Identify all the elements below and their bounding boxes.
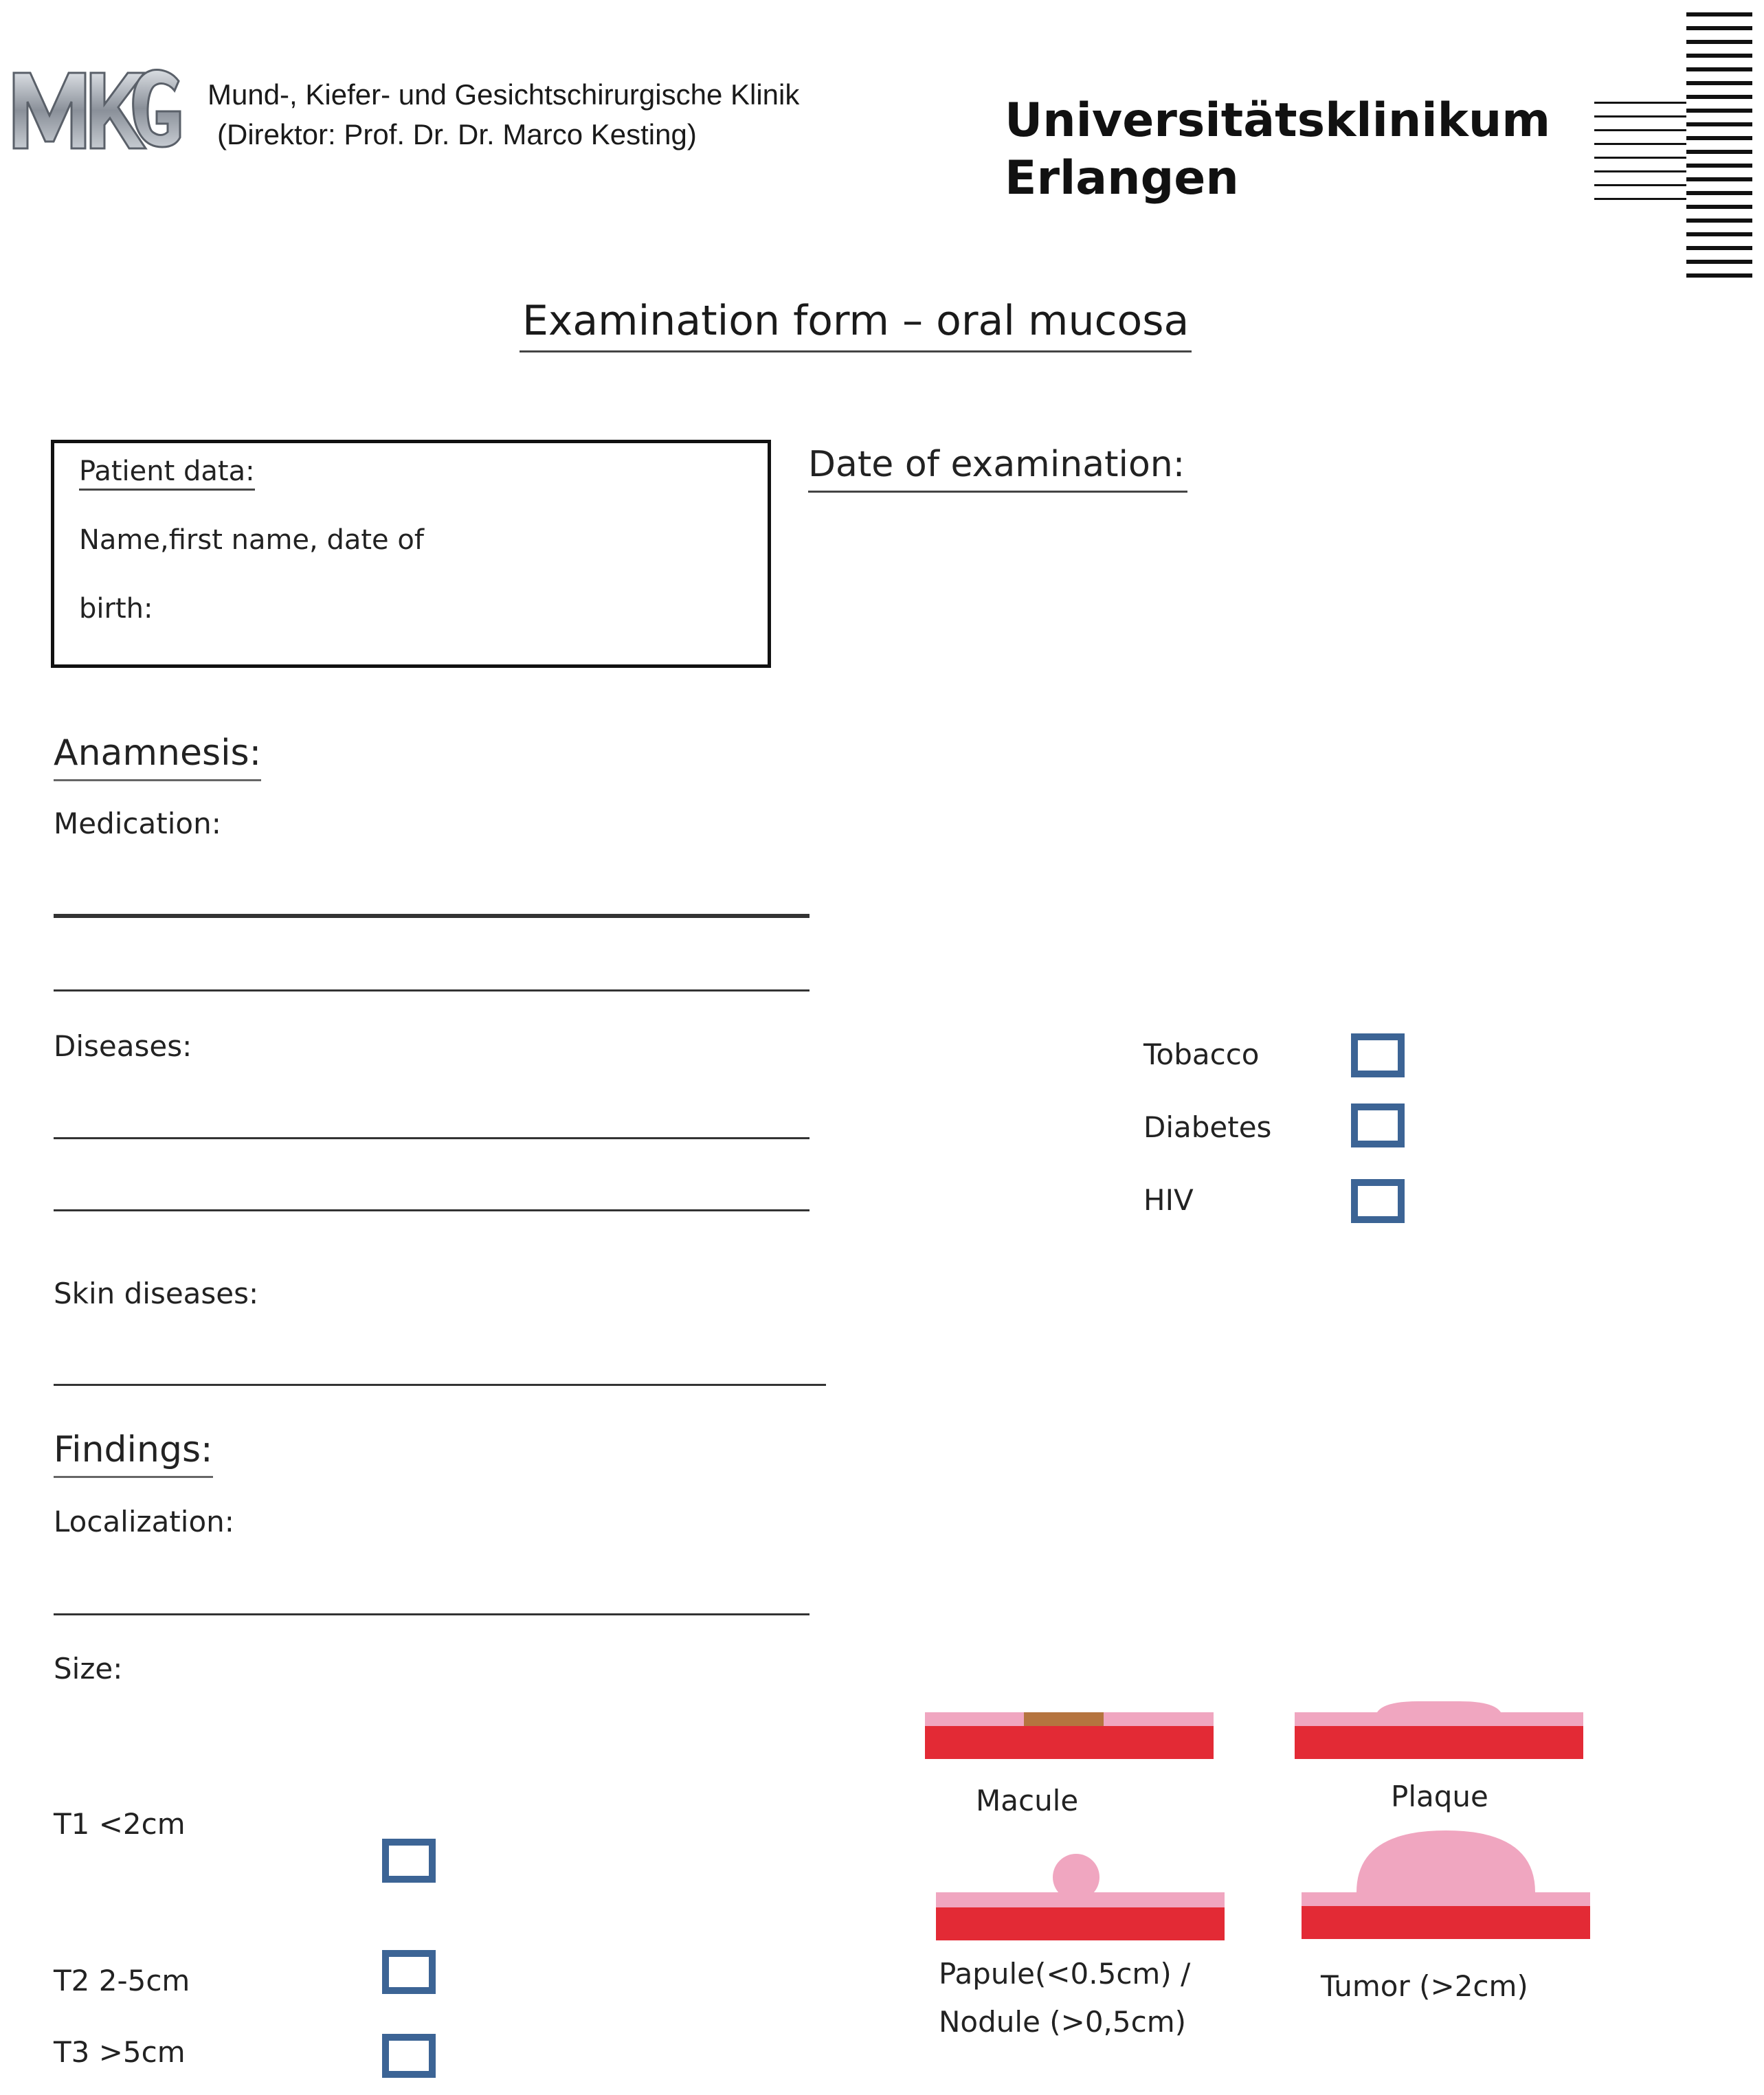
macule-spot [1024,1712,1104,1726]
papule-label-line1: Papule(<0.5cm) / [939,1957,1191,1991]
form-title: Examination form – oral mucosa [520,297,1192,352]
size-t1-checkbox[interactable] [382,1839,436,1883]
size-t3-label: T3 >5cm [54,2035,186,2069]
diseases-line-2[interactable] [54,1209,810,1211]
plaque-tissue-layer [1295,1726,1583,1759]
medication-label: Medication: [54,807,221,840]
date-of-examination-label[interactable]: Date of examination: [808,444,1187,493]
stripe-logo-mark [1592,10,1756,287]
anamnesis-heading: Anamnesis: [54,732,261,781]
size-t1-label: T1 <2cm [54,1807,186,1841]
tumor-tissue-layer [1302,1906,1590,1939]
risk-label-hiv: HIV [1143,1183,1194,1217]
mkg-logo [10,60,181,157]
macule-label: Macule [976,1784,1079,1817]
papule-tissue-layer [936,1907,1225,1940]
skin-diseases-label: Skin diseases: [54,1277,259,1310]
size-t3-checkbox[interactable] [382,2034,436,2078]
medication-line-2[interactable] [54,989,810,992]
clinic-director: (Direktor: Prof. Dr. Dr. Marco Kesting) [217,118,697,150]
diseases-line-1[interactable] [54,1137,810,1139]
size-t2-label: T2 2-5cm [54,1964,190,1997]
tobacco-checkbox[interactable] [1351,1033,1405,1077]
plaque-diagram [1295,1699,1586,1764]
tumor-label: Tumor (>2cm) [1321,1969,1528,2003]
risk-label-tobacco: Tobacco [1143,1038,1260,1071]
clinic-name: Mund-, Kiefer- und Gesichtschirurgische Klinik [208,78,800,111]
papule-mucosa-layer [936,1892,1225,1907]
skin-diseases-line[interactable] [54,1384,826,1386]
university-name-line2: Erlangen [1005,151,1239,205]
papule-label-line2: Nodule (>0,5cm) [939,2005,1187,2039]
tumor-mass [1302,1830,1590,1906]
localization-line[interactable] [54,1613,810,1615]
hiv-checkbox[interactable] [1351,1179,1405,1223]
risk-label-diabetes: Diabetes [1143,1110,1272,1144]
size-t2-checkbox[interactable] [382,1950,436,1994]
diseases-label: Diseases: [54,1029,192,1063]
patient-data-box[interactable] [51,440,771,668]
macule-diagram [925,1710,1216,1764]
university-name-line1: Universitätsklinikum [1005,93,1551,148]
size-label: Size: [54,1652,123,1685]
plaque-mucosa-layer [1295,1701,1583,1726]
macule-tissue-layer [925,1726,1214,1759]
medication-line-1[interactable] [54,914,810,918]
tumor-diagram [1302,1826,1593,1943]
findings-heading: Findings: [54,1429,213,1478]
mkg-logo-mark [10,60,181,157]
patient-name-label: Name,first name, date of [79,524,424,556]
plaque-label: Plaque [1391,1780,1488,1813]
diabetes-checkbox[interactable] [1351,1103,1405,1147]
uk-erlangen-stripe-logo [1592,10,1756,287]
papule-nodule-diagram [936,1852,1227,1945]
patient-birth-label: birth: [79,593,153,625]
localization-label: Localization: [54,1505,234,1538]
patient-data-heading: Patient data: [79,456,255,491]
